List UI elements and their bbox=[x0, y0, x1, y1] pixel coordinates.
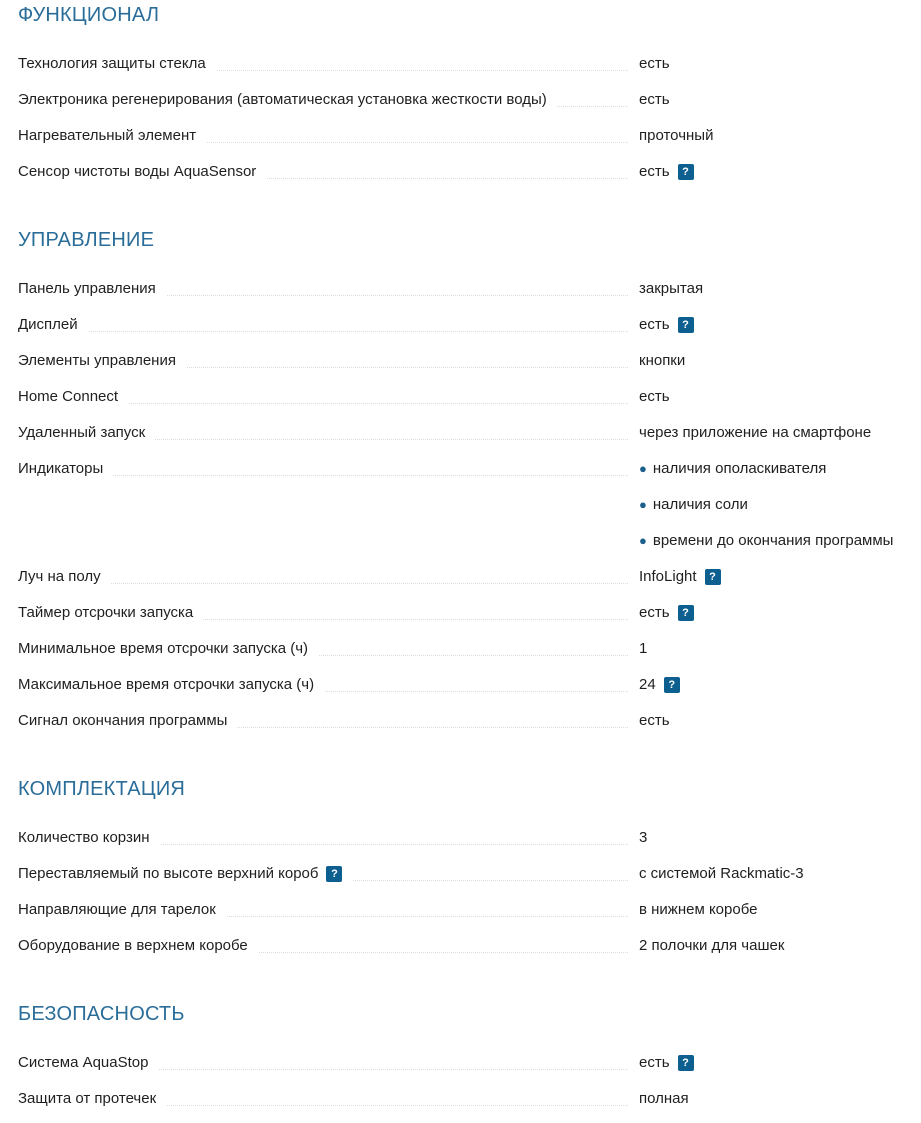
spec-value-wrap bbox=[639, 673, 680, 697]
spec-label: Максимальное время отсрочки запуска (ч) bbox=[18, 673, 324, 697]
spec-label: Сигнал окончания программы bbox=[18, 709, 237, 733]
spec-value: в нижнем коробе bbox=[639, 901, 758, 918]
spec-label: Сенсор чистоты воды AquaSensor bbox=[18, 160, 266, 184]
spec-row-home-connect bbox=[0, 385, 921, 421]
spec-row-leak-protection bbox=[0, 1087, 921, 1123]
spec-row-controls bbox=[0, 349, 921, 385]
spec-value: 2 полочки для чашек bbox=[639, 937, 785, 954]
help-icon[interactable]: ? bbox=[678, 605, 694, 621]
spec-label: Дисплей bbox=[18, 313, 88, 337]
spec-value: InfoLight bbox=[639, 568, 697, 585]
help-icon[interactable]: ? bbox=[678, 1055, 694, 1071]
spec-row-max-delay bbox=[0, 673, 921, 709]
spec-value: 24 bbox=[639, 676, 656, 693]
spec-row-adjustable-upper-basket bbox=[0, 862, 921, 898]
spec-row-glass-protection bbox=[0, 52, 921, 88]
spec-value: есть bbox=[639, 91, 670, 108]
spec-value: есть bbox=[639, 55, 670, 72]
spec-row-control-panel bbox=[0, 277, 921, 313]
spec-value: есть bbox=[639, 388, 670, 405]
spec-label: Переставляемый по высоте верхний короб bbox=[18, 865, 319, 882]
spec-row-display bbox=[0, 313, 921, 349]
spec-row-basket-count bbox=[0, 826, 921, 862]
spec-row-aquastop bbox=[0, 1051, 921, 1087]
spec-row-delay-timer bbox=[0, 601, 921, 637]
indicator-text: времени до окончания программы bbox=[652, 532, 894, 549]
bullet-icon: ● bbox=[639, 533, 647, 548]
indicator-item bbox=[639, 457, 826, 481]
section-title: КОМПЛЕКТАЦИЯ bbox=[18, 778, 186, 800]
help-icon[interactable]: ? bbox=[326, 866, 342, 882]
spec-row-plate-guides bbox=[0, 898, 921, 934]
spec-value-wrap bbox=[639, 313, 694, 337]
spec-label: Защита от протечек bbox=[18, 1087, 166, 1111]
spec-row-remote-start bbox=[0, 421, 921, 457]
spec-label: Система AquaStop bbox=[18, 1051, 158, 1075]
spec-value: есть bbox=[639, 316, 670, 333]
spec-row-aquasensor bbox=[0, 160, 921, 196]
spec-value: есть bbox=[639, 712, 670, 729]
spec-label: Элементы управления bbox=[18, 349, 186, 373]
spec-label: Луч на полу bbox=[18, 565, 111, 589]
dotted-leader bbox=[18, 331, 628, 332]
indicator-item bbox=[639, 493, 748, 517]
spec-value: проточный bbox=[639, 127, 714, 144]
spec-label: Индикаторы bbox=[18, 457, 113, 481]
spec-row-floor-beam bbox=[0, 565, 921, 601]
spec-value-wrap bbox=[639, 160, 694, 184]
spec-row-indicators bbox=[0, 457, 921, 565]
section-title: ФУНКЦИОНАЛ bbox=[18, 4, 160, 26]
indicator-text: наличия соли bbox=[652, 496, 748, 513]
spec-label: Удаленный запуск bbox=[18, 421, 155, 445]
spec-value-wrap bbox=[639, 601, 694, 625]
spec-value: с системой Rackmatic-3 bbox=[639, 865, 804, 882]
spec-label: Таймер отсрочки запуска bbox=[18, 601, 203, 625]
spec-row-end-signal bbox=[0, 709, 921, 745]
spec-value: есть bbox=[639, 1054, 670, 1071]
section-title: УПРАВЛЕНИЕ bbox=[18, 229, 155, 251]
bullet-icon: ● bbox=[639, 497, 647, 512]
spec-value: кнопки bbox=[639, 352, 686, 369]
spec-row-heating-element bbox=[0, 124, 921, 160]
spec-value-wrap bbox=[639, 565, 721, 589]
spec-label: Направляющие для тарелок bbox=[18, 898, 226, 922]
indicator-text: наличия ополаскивателя bbox=[652, 460, 827, 477]
spec-row-regeneration-electronics bbox=[0, 88, 921, 124]
spec-label: Нагревательный элемент bbox=[18, 124, 206, 148]
spec-label: Электроника регенерирования (автоматическая установка жесткости воды) bbox=[18, 88, 557, 112]
spec-value: 3 bbox=[639, 829, 648, 846]
spec-value: есть bbox=[639, 604, 670, 621]
spec-value: полная bbox=[639, 1090, 689, 1107]
spec-label-wrap bbox=[18, 862, 352, 886]
help-icon[interactable]: ? bbox=[678, 317, 694, 333]
spec-value: закрытая bbox=[639, 280, 704, 297]
help-icon[interactable]: ? bbox=[664, 677, 680, 693]
spec-label: Минимальное время отсрочки запуска (ч) bbox=[18, 637, 318, 661]
bullet-icon: ● bbox=[639, 461, 647, 476]
spec-label: Технология защиты стекла bbox=[18, 52, 216, 76]
help-icon[interactable]: ? bbox=[678, 164, 694, 180]
spec-row-min-delay bbox=[0, 637, 921, 673]
spec-value: через приложение на смартфоне bbox=[639, 424, 872, 441]
help-icon[interactable]: ? bbox=[705, 569, 721, 585]
indicator-item bbox=[639, 529, 893, 553]
spec-value-wrap bbox=[639, 1051, 694, 1075]
spec-label: Home Connect bbox=[18, 385, 128, 409]
spec-label: Панель управления bbox=[18, 277, 166, 301]
spec-row-upper-basket-equipment bbox=[0, 934, 921, 970]
spec-label: Оборудование в верхнем коробе bbox=[18, 934, 258, 958]
section-title: БЕЗОПАСНОСТЬ bbox=[18, 1003, 185, 1025]
spec-value: есть bbox=[639, 163, 670, 180]
spec-label: Количество корзин bbox=[18, 826, 160, 850]
spec-value: 1 bbox=[639, 640, 648, 657]
